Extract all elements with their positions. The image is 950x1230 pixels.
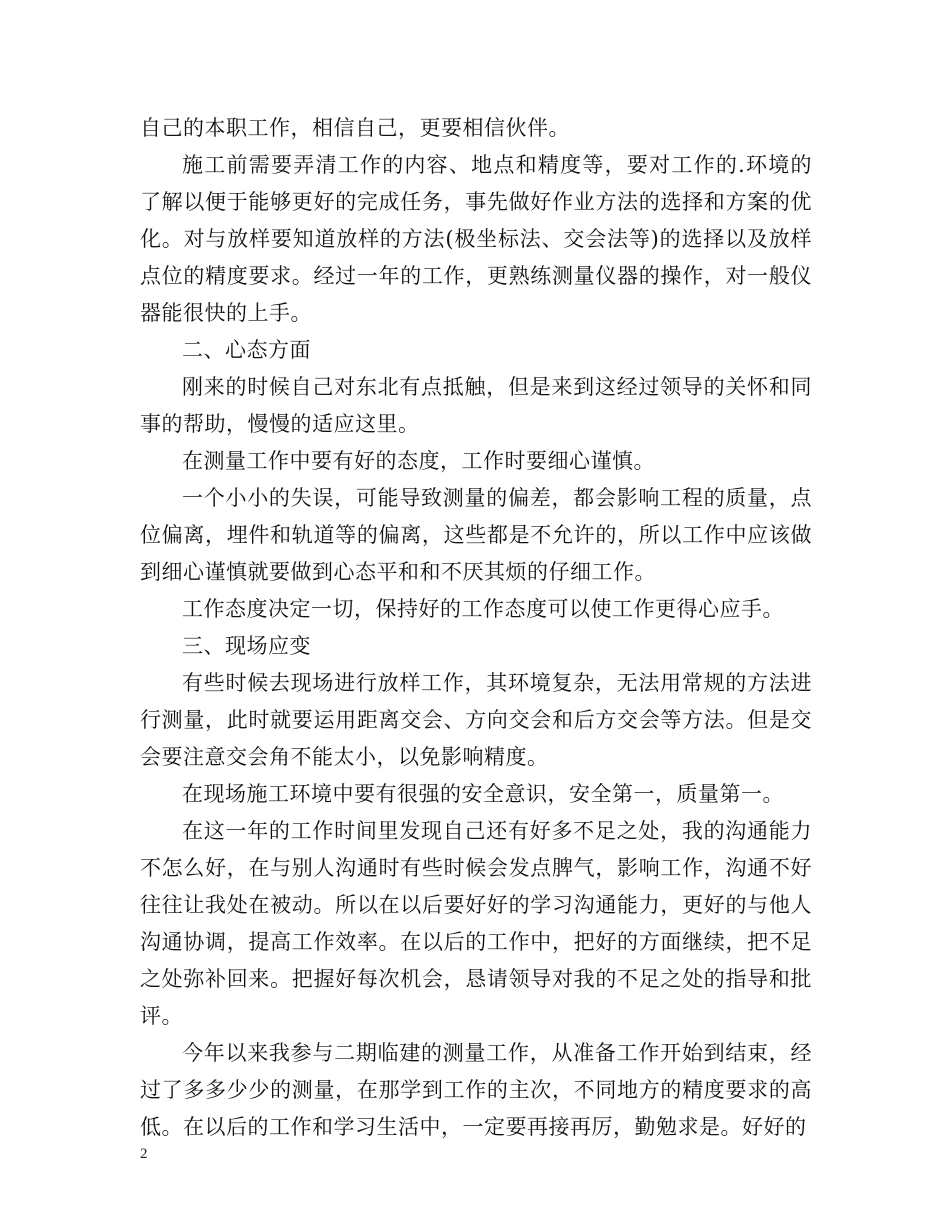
body-text <box>140 110 812 1146</box>
paragraph-safety: 在现场施工环境中要有很强的安全意识，安全第一，质量第一。 <box>182 782 784 806</box>
paragraph-arrival: 刚来的时候自己对东北有点抵触，但是来到这经过领导的关怀和同事的帮助，慢慢的适应这里。 <box>140 375 812 436</box>
paragraph-attitude-decides: 工作态度决定一切，保持好的工作态度可以使工作更得心应手。 <box>182 597 784 621</box>
paragraph-continuation: 自己的本职工作，相信自己，更要相信伙伴。 <box>140 116 570 140</box>
page-number: 2 <box>140 1146 148 1162</box>
paragraph-mistakes: 一个小小的失误，可能导致测量的偏差，都会影响工程的质量，点位偏离，埋件和轨道等的偏离，这些都是不允许的，所以工作中应该做到细心谨慎就要做到心态平和和不厌其烦的仔细工作。 <box>140 486 812 584</box>
paragraph-preparation: 施工前需要弄清工作的内容、地点和精度等，要对工作的.环境的了解以便于能够更好的完成任务，事先做好作业方法的选择和方案的优化。对与放样要知道放样的方法(极坐标法、交会法等)的选择以及放样点位的精度要求。经过一年的工作，更熟练测量仪器的操作，对一般仪器能很快的上手。 <box>140 153 812 325</box>
section-heading-onsite: 三、现场应变 <box>182 634 311 658</box>
section-heading-mindset: 二、心态方面 <box>182 338 311 362</box>
paragraph-shortcomings: 在这一年的工作时间里发现自己还有好多不足之处，我的沟通能力不怎么好，在与别人沟通时有些时候会发点脾气，影响工作，沟通不好往往让我处在被动。所以在以后要好好的学习沟通能力，更好的与他人沟通协调，提高工作效率。在以后的工作中，把好的方面继续，把不足之处弥补回来。把握好每次机会，恳请领导对我的不足之处的指导和批评。 <box>140 819 812 1028</box>
paragraph-this-year: 今年以来我参与二期临建的测量工作，从准备工作开始到结束，经过了多多少少的测量，在那学到工作的主次，不同地方的精度要求的高低。在以后的工作和学习生活中，一定要再接再厉，勤勉求是。好好的 <box>140 1041 812 1139</box>
paragraph-onsite-methods: 有些时候去现场进行放样工作，其环境复杂，无法用常规的方法进行测量，此时就要运用距离交会、方向交会和后方交会等方法。但是交会要注意交会角不能太小，以免影响精度。 <box>140 671 812 769</box>
paragraph-attitude: 在测量工作中要有好的态度，工作时要细心谨慎。 <box>182 449 655 473</box>
